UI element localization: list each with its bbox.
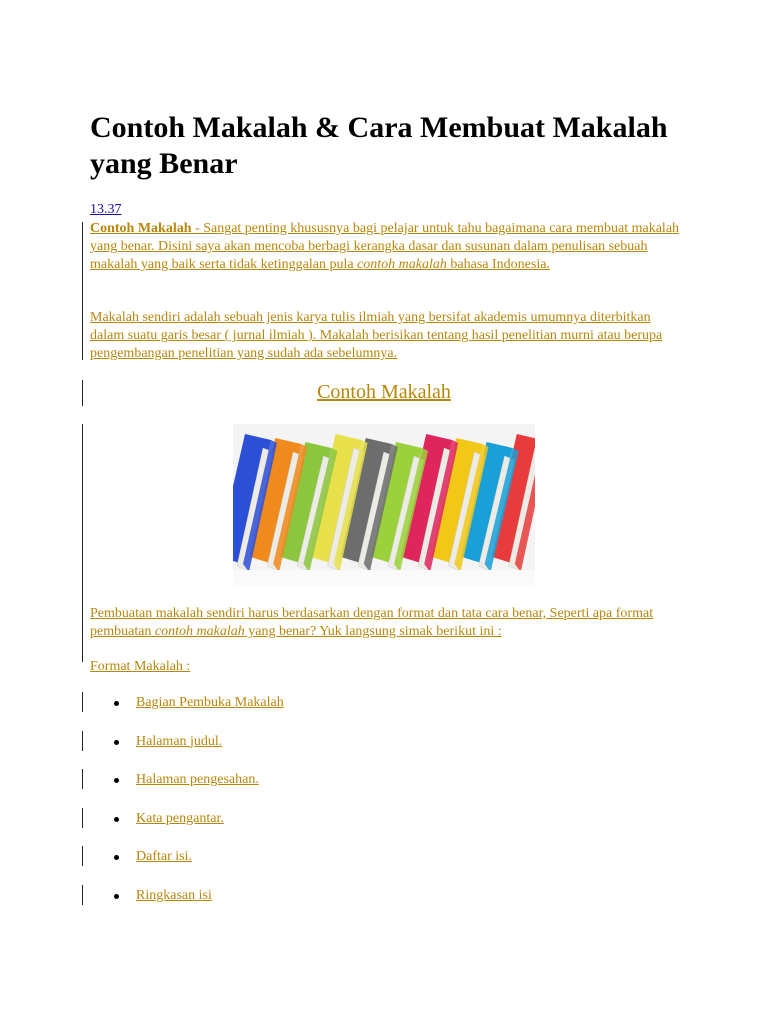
intro-paragraph[interactable] [90, 220, 680, 274]
list-item[interactable] [90, 694, 284, 733]
list-bar [82, 885, 83, 905]
format-label[interactable]: Format Makalah : [90, 659, 191, 674]
books-image [233, 424, 535, 585]
list-bar [82, 846, 83, 866]
list-item-label[interactable]: Bagian Pembuka Makalah [136, 695, 284, 710]
definition-paragraph[interactable]: Makalah sendiri adalah sebuah jenis karya tulis ilmiah yang bersifat akademis umumnya diterbitkan dalam suatu garis besar ( jurnal ilmiah ). Makalah berisikan tentang hasil penelitian murni atau berupa pengembangan penelitian yang sudah ada sebelumnya. [90, 310, 663, 361]
bullet-icon [114, 778, 119, 783]
intro-text: - Sangat penting khususnya bagi pelajar untuk tahu bagaimana cara membuat makalah yang benar. Disini saya akan mencoba berbagi kerangka dasar dan susunan dalam penulisan sebuah makalah yang baik serta tidak ketinggalan pula [90, 221, 680, 272]
list-bar [82, 692, 83, 712]
list-item-label[interactable]: Ringkasan isi [136, 887, 212, 903]
list-item[interactable] [90, 810, 284, 849]
bullet-icon [114, 701, 119, 706]
format-list [90, 694, 284, 925]
format-intro-text-end: yang benar? Yuk langsung simak berikut ini : [244, 624, 502, 639]
bullet-icon [114, 855, 119, 860]
list-item[interactable] [90, 733, 284, 772]
list-item[interactable] [90, 887, 284, 926]
floor-shadow [233, 570, 535, 585]
page-title: Contoh Makalah & Cara Membuat Makalah yang Benar [90, 111, 668, 180]
intro-italic-term: contoh makalah [357, 257, 447, 272]
list-item[interactable] [90, 771, 284, 810]
bullet-icon [114, 740, 119, 745]
content-bar [82, 424, 83, 662]
format-intro-italic: contoh makalah [154, 624, 245, 639]
list-item-label[interactable]: Kata pengantar. [136, 810, 224, 826]
intro-text-end: bahasa Indonesia. [446, 257, 550, 272]
intro-bold-term: Contoh Makalah [90, 221, 192, 236]
bullet-icon [114, 817, 119, 822]
bullet-icon [114, 894, 119, 899]
books-illustration [233, 424, 535, 585]
quote-bar [82, 222, 83, 360]
list-item-label[interactable]: Halaman pengesahan. [136, 772, 259, 787]
list-item-label[interactable]: Daftar isi. [136, 849, 192, 864]
list-item[interactable] [90, 848, 284, 887]
post-timestamp-link[interactable]: 13.37 [90, 202, 122, 217]
list-item-label[interactable]: Halaman judul. [136, 733, 223, 749]
list-bar [82, 808, 83, 828]
list-bar [82, 731, 83, 751]
format-intro-text: Pembuatan makalah sendiri harus berdasarkan dengan format dan tata cara benar, Seperti apa format pembuatan [90, 606, 654, 639]
section-heading[interactable]: Contoh Makalah [317, 381, 451, 403]
format-intro-paragraph[interactable] [90, 605, 680, 641]
list-bar [82, 769, 83, 789]
